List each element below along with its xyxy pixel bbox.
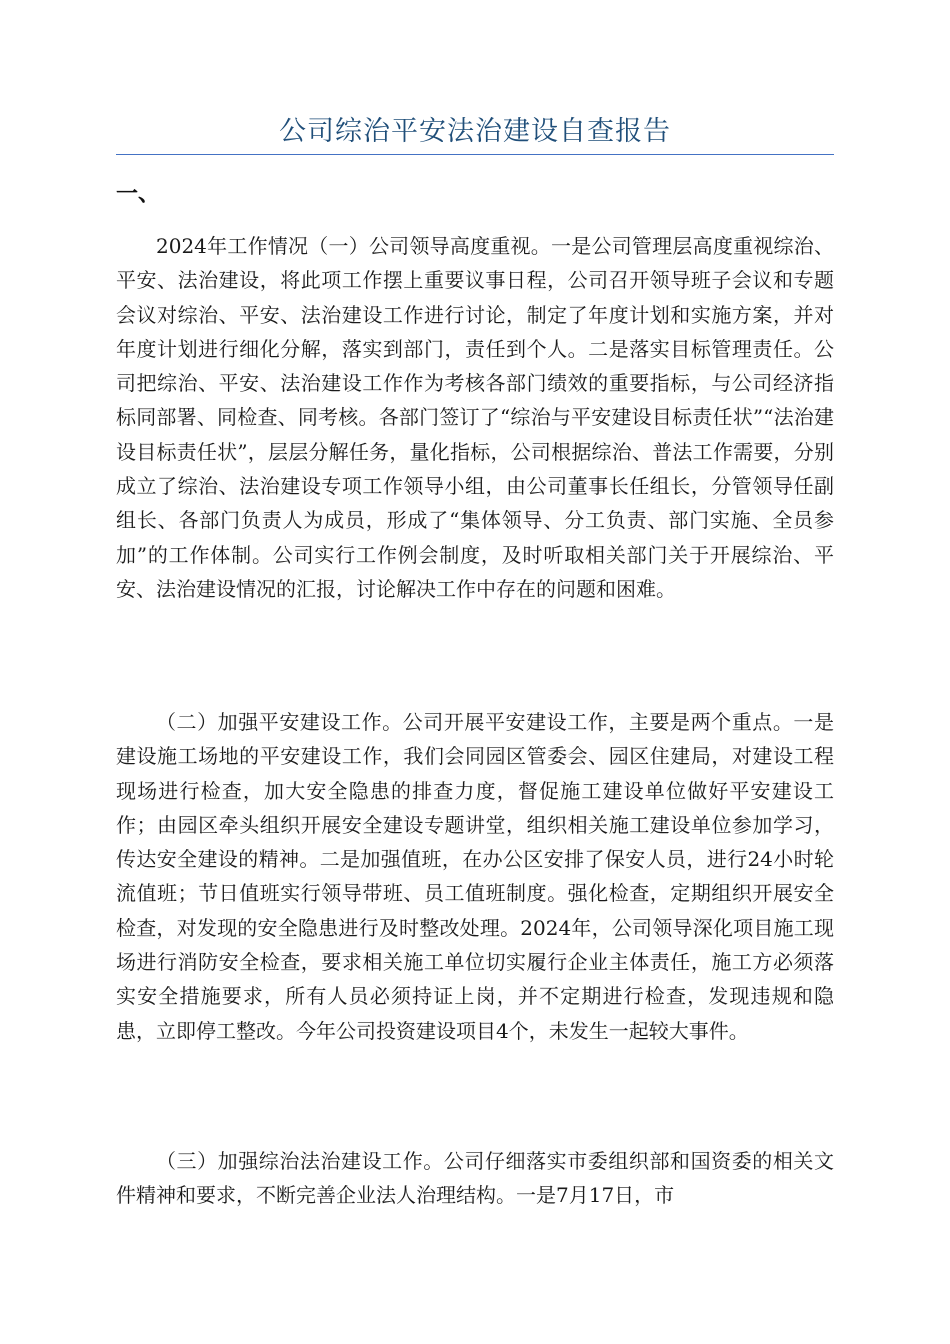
paragraph-work-overview (116, 229, 834, 606)
paragraph-text: （二）加强平安建设工作。公司开展平安建设工作，主要是两个重点。一是建设施工场地的平安建设工作，我们会同园区管委会、园区住建局，对建设工程现场进行检查，加大安全隐患的排查力度，督促施工建设单位做好平安建设工作；由园区牵头组织开展安全建设专题讲堂，组织相关施工建设单位参加学习，传达安全建设的精神。二是加强值班，在办公区安排了保安人员，进行24小时轮流值班；节日值班实行领导带班、员工值班制度。强化检查，定期组织开展安全检查，对发现的安全隐患进行及时整改处理。2024年，公司领导深化项目施工现场进行消防安全检查，要求相关施工单位切实履行企业主体责任，施工方必须落实安全措施要求，所有人员必须持证上岗，并不定期进行检查，发现违规和隐患，立即停工整改。今年公司投资建设项目4个，未发生一起较大事件。 (116, 710, 834, 1043)
document-title: 公司综治平安法治建设自查报告 (279, 116, 671, 147)
title-underline (116, 154, 834, 155)
paragraph-rule-of-law (116, 1144, 834, 1213)
paragraph-text: （三）加强综治法治建设工作。公司仔细落实市委组织部和国资委的相关文件精神和要求，不断完善企业法人治理结构。一是7月17日，市 (116, 1149, 834, 1208)
section-heading: 一、 (116, 182, 161, 207)
paragraph-safety-construction (116, 705, 834, 1048)
paragraph-text: 2024年工作情况（一）公司领导高度重视。一是公司管理层高度重视综治、平安、法治建设，将此项工作摆上重要议事日程，公司召开领导班子会议和专题会议对综治、平安、法治建设工作进行讨论，制定了年度计划和实施方案，并对年度计划进行细化分解，落实到部门，责任到个人。二是落实目标管理责任。公司把综治、平安、法治建设工作作为考核各部门绩效的重要指标，与公司经济指标同部署、同检查、同考核。各部门签订了“综治与平安建设目标责任状”“法治建设目标责任状”，层层分解任务，量化指标，公司根据综治、普法工作需要，分别成立了综治、法治建设专项工作领导小组，由公司董事长任组长，分管领导任副组长、各部门负责人为成员，形成了“集体领导、分工负责、部门实施、全员参加”的工作体制。公司实行工作例会制度，及时听取相关部门关于开展综治、平安、法治建设情况的汇报，讨论解决工作中存在的问题和困难。 (116, 234, 834, 601)
